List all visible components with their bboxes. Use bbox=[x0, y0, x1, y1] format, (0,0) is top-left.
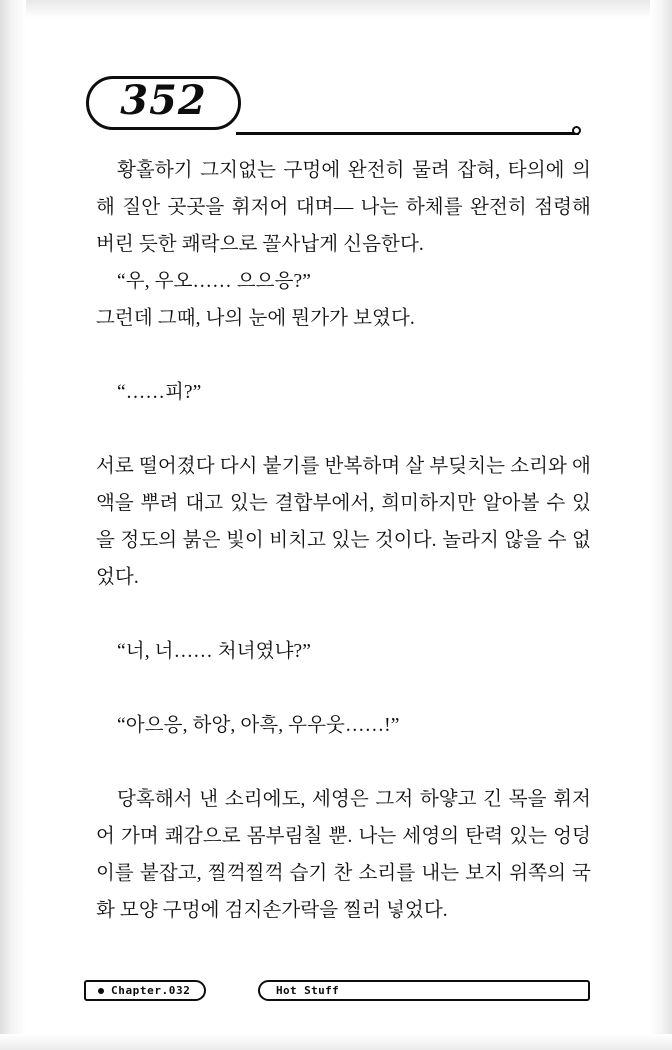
page-footer bbox=[0, 980, 672, 1020]
header-rule bbox=[236, 132, 579, 135]
paragraph-spacer bbox=[96, 337, 591, 374]
dialogue-line: “너, 너…… 처녀였냐?” bbox=[117, 641, 312, 662]
dialogue-line: “우, 우오…… 으으응?” bbox=[117, 271, 312, 292]
paragraph: 당혹해서 낸 소리에도, 세영은 그저 하얗고 긴 목을 휘저어 가며 쾌감으로 몸부림칠 뿐. 나는 세영의 탄력 있는 엉덩이를 붙잡고, 찔꺽찔꺽 습기 찬 소리를 내는 보지 위쪽의 국화 모양 구멍에 검지손가락을 찔러 넣었다. bbox=[96, 789, 591, 921]
page-body bbox=[96, 152, 591, 929]
bullet-dot-icon bbox=[98, 988, 104, 994]
chapter-badge bbox=[84, 980, 206, 1001]
header-rule-end-dot-icon bbox=[572, 126, 581, 135]
chapter-label: Chapter.032 bbox=[111, 984, 191, 997]
paragraph-spacer bbox=[96, 670, 591, 707]
page-edge-top-shading bbox=[0, 0, 672, 18]
page-number: 352 bbox=[120, 77, 207, 124]
paragraph-spacer bbox=[96, 411, 591, 448]
book-title-label: Hot Stuff bbox=[276, 984, 340, 997]
dialogue-line: “……피?” bbox=[117, 382, 202, 403]
page-edge-bottom-shading bbox=[0, 1034, 672, 1050]
page-edge-right-shading bbox=[650, 0, 672, 1050]
page-edge-left-shading bbox=[0, 0, 26, 1050]
paragraph: 그런데 그때, 나의 눈에 뭔가가 보였다. bbox=[96, 308, 415, 329]
paragraph-spacer bbox=[96, 744, 591, 781]
paragraph-spacer bbox=[96, 596, 591, 633]
page-number-header bbox=[86, 76, 586, 138]
book-title-bar bbox=[258, 980, 590, 1001]
paragraph: 서로 떨어졌다 다시 붙기를 반복하며 살 부딪치는 소리와 애액을 뿌려 대고 있는 결합부에서, 희미하지만 알아볼 수 있을 정도의 붉은 빛이 비치고 있는 것이다. 놀라지 않을 수 없었다. bbox=[96, 456, 591, 588]
paragraph: 황홀하기 그지없는 구멍에 완전히 물려 잡혀, 타의에 의해 질안 곳곳을 휘저어 대며— 나는 하체를 완전히 점령해 버린 듯한 쾌락으로 꼴사납게 신음한다. bbox=[96, 160, 591, 255]
dialogue-line: “아으응, 하앙, 아흑, 우우웃……!” bbox=[117, 715, 400, 736]
